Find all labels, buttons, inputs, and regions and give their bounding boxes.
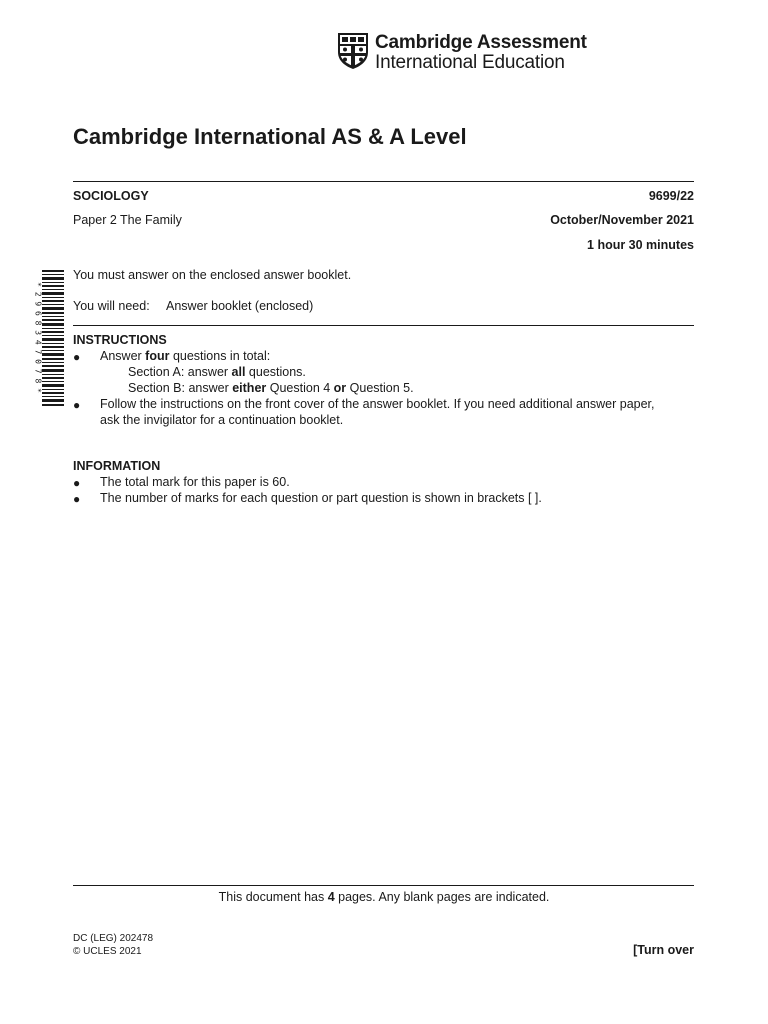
- need-label: You will need:: [73, 299, 150, 313]
- exam-session: October/November 2021: [550, 213, 694, 227]
- bullet-icon: ●: [73, 476, 81, 490]
- answer-note: You must answer on the enclosed answer booklet.: [73, 268, 352, 282]
- instruction-emphasis: four: [145, 349, 170, 363]
- subject-name: SOCIOLOGY: [73, 189, 149, 203]
- header-top-rule: [73, 181, 694, 182]
- bullet-icon: ●: [73, 350, 81, 364]
- instruction-line-3: [128, 381, 414, 395]
- instruction-line-1: [100, 349, 270, 363]
- instruction-text: questions.: [245, 365, 306, 379]
- exam-duration: 1 hour 30 minutes: [587, 238, 694, 252]
- instructions-rule: [73, 325, 694, 326]
- copyright: © UCLES 2021: [73, 946, 142, 957]
- instruction-text: Section A: answer: [128, 365, 232, 379]
- instructions-heading: INSTRUCTIONS: [73, 333, 167, 347]
- bullet-icon: ●: [73, 398, 81, 412]
- need-value: Answer booklet (enclosed): [166, 299, 314, 313]
- instruction-text: Question 5.: [346, 381, 414, 395]
- instruction-line-2: [128, 365, 306, 379]
- logo-line-2: International Education: [375, 52, 565, 73]
- page-count-note: [0, 890, 768, 904]
- syllabus-code: 9699/22: [648, 189, 694, 203]
- paper-name: Paper 2 The Family: [73, 213, 182, 227]
- page-count-number: 4: [327, 890, 335, 904]
- instruction-emphasis: all: [231, 365, 246, 379]
- information-item-2: The number of marks for each question or part question is shown in brackets [ ].: [100, 491, 542, 505]
- cambridge-logo: [337, 32, 587, 72]
- instruction-line-5: ask the invigilator for a continuation booklet.: [100, 413, 344, 427]
- bullet-icon: ●: [73, 492, 81, 506]
- cambridge-shield-icon: [337, 32, 369, 70]
- barcode-number: * 2 9 6 8 3 4 7 0 7 8 *: [33, 282, 43, 393]
- page-title: Cambridge International AS & A Level: [73, 124, 467, 149]
- instruction-text: Question 4: [266, 381, 334, 395]
- document-code: DC (LEG) 202478: [73, 933, 154, 944]
- candidate-barcode: [30, 270, 64, 408]
- instruction-emphasis: either: [232, 381, 267, 395]
- page-count-text: This document has: [218, 890, 328, 904]
- footer-rule: [73, 885, 694, 886]
- logo-line-1: Cambridge Assessment: [375, 32, 587, 53]
- instruction-text: questions in total:: [169, 349, 271, 363]
- page-count-text: pages. Any blank pages are indicated.: [334, 890, 550, 904]
- instruction-line-4: Follow the instructions on the front cover of the answer booklet. If you need additional answer paper,: [100, 397, 655, 411]
- turn-over: [Turn over: [633, 943, 694, 957]
- information-item-1: The total mark for this paper is 60.: [100, 475, 290, 489]
- instruction-text: Answer: [100, 349, 146, 363]
- information-heading: INFORMATION: [73, 459, 161, 473]
- instruction-emphasis: or: [333, 381, 347, 395]
- instruction-text: Section B: answer: [128, 381, 233, 395]
